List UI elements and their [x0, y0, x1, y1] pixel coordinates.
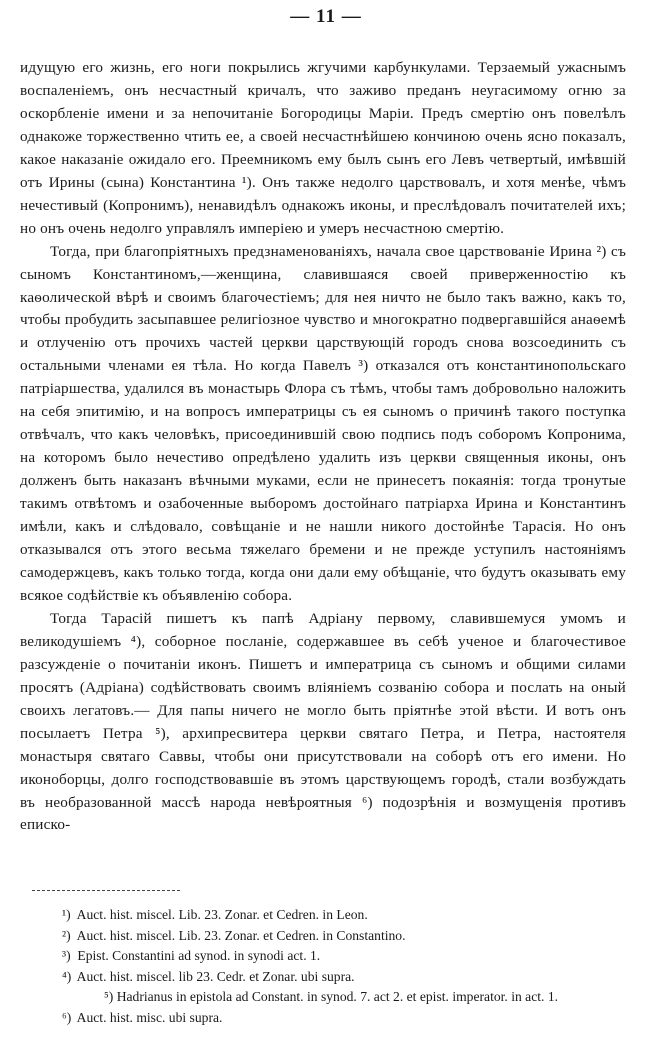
footnote-marker: ²): [62, 927, 71, 943]
footnote-marker: ⁶): [62, 1009, 72, 1025]
footnote-divider: [32, 890, 180, 891]
footnote-marker: ¹): [62, 907, 71, 922]
footnote-marker: ⁴): [62, 968, 72, 984]
paragraph: Тогда Тарасій пишетъ къ папѣ Адріану первому, славившемуся умомъ и великодушіемъ ⁴), соборное посланіе, содержавшее въ себѣ ученое и благочестивое разсужденіе о почитаніи иконъ. Пишетъ и императрица съ сыномъ и общими силами просятъ (Адріана) содѣйствовать своимъ вліяніемъ созванію собора и послать на оный своихъ легатовъ.— Для папы ничего не могло быть пріятнѣе этой вѣсти. И вотъ онъ посылаетъ Петра ⁵), архипресвитера церкви святаго Петра, и Петра, настоятеля монастыря святаго Саввы, чтобы они присутствовали на соборѣ отъ его имени. Но иконоборцы, долго господствовавшіе въ этомъ царствующемъ городѣ, стали возбуждать въ необразованной массѣ народа невѣроятныя ⁶) подозрѣнія и возмущенія противъ еписко-: [20, 609, 626, 834]
footnote-text: Auct. hist. miscel. Lib. 23. Zonar. et Cedren. in Leon.: [76, 907, 368, 922]
footnotes: [20, 905, 626, 1029]
footnote: [20, 946, 626, 967]
footnote: [20, 967, 626, 988]
page-number: — 11 —: [290, 6, 362, 27]
footnote-marker: ⁵): [104, 989, 114, 1005]
footnote-text: Epist. Constantini ad synod. in synodi act. 1.: [77, 948, 321, 964]
footnote: [20, 926, 626, 947]
paragraph: идущую его жизнь, его ноги покрылись жгучими карбункулами. Терзаемый ужаснымъ воспаленіемъ, онъ несчастный кричалъ, что заживо преданъ неугасимому огню за оскорбленіе имени и за непочитаніе Богородицы Маріи. Предъ смертію онъ повелѣлъ однакоже торжественно чтить ее, а своей несчастнѣйшею кончиною очень ясно показалъ, какое наказаніе ожидало его. Преемникомъ ему былъ сынъ его Левъ четвертый, имѣвшій отъ Ирины (сына) Константина ¹). Онъ также недолго царствовалъ, и хотя менѣе, чѣмъ нечестивый (Копронимъ), ненавидѣлъ однакожъ иконы, и преслѣдовалъ почитателей ихъ; но онъ очень недолго управлялъ имперіею и умеръ несчастною смертію.: [20, 59, 626, 237]
footnote-text: Auct. hist. misc. ubi supra.: [76, 1009, 223, 1025]
footnote: [20, 987, 626, 1008]
paragraph: Тогда, при благопріятныхъ предзнаменованіяхъ, начала свое царствованіе Ирина ²) съ сыномъ Константиномъ,—женщина, славившаяся своей приверженностію къ каѳолической вѣрѣ и своимъ благочестіемъ; для нея ничто не было такъ важно, какъ то, чтобы пробудить засыпавшее религіозное чувство и многократно подвергавшійся анаѳемѣ и отлученію отъ прочихъ частей церкви царствующій городъ снова возсоединить съ остальными членами ея тѣла. Но когда Павелъ ³) отказался отъ константинопольскаго патріаршества, удалился въ монастырь Флора съ тѣмъ, чтобы тамъ добровольно наложить на себя эпитимію, и на вопросъ императрицы съ ея сыномъ о причинѣ такого поступка отвѣчалъ, что какъ человѣкъ, присоединившій свою подпись подъ соборомъ Копронима, на которомъ было нечестиво опредѣлено удалить изъ церкви священныя иконы, онъ долженъ быть наказанъ вѣчными муками, если не принесетъ покаянія: тогда тронутые такимъ отвѣтомъ и озабоченные выборомъ достойнаго патріарха Ирина и Константинъ имѣли, какъ и слѣдовало, совѣщаніе и не нашли никого достойнѣе Тарасія. Но онъ отказывался отъ этого весьма тяжелаго бремени и не прежде уступилъ настояніямъ самодержцевъ, какъ только тогда, когда они дали ему обѣщаніе, что будутъ оказывать ему всякое содѣйствіе къ объявленію собора.: [20, 242, 626, 604]
footnote-marker: ³): [62, 948, 71, 964]
footnote-text: Auct. hist. miscel. lib 23. Cedr. et Zonar. ubi supra.: [76, 968, 355, 984]
footnote: [20, 905, 626, 926]
footnote-text: Auct. hist. miscel. Lib. 23. Zonar. et Cedren. in Constantino.: [76, 927, 406, 943]
footnote-text: Hadrianus in epistola ad Constant. in synod. 7. act 2. et epist. imperator. in act. 1.: [116, 989, 559, 1005]
body-text: [20, 57, 626, 837]
footnote: [20, 1008, 626, 1029]
